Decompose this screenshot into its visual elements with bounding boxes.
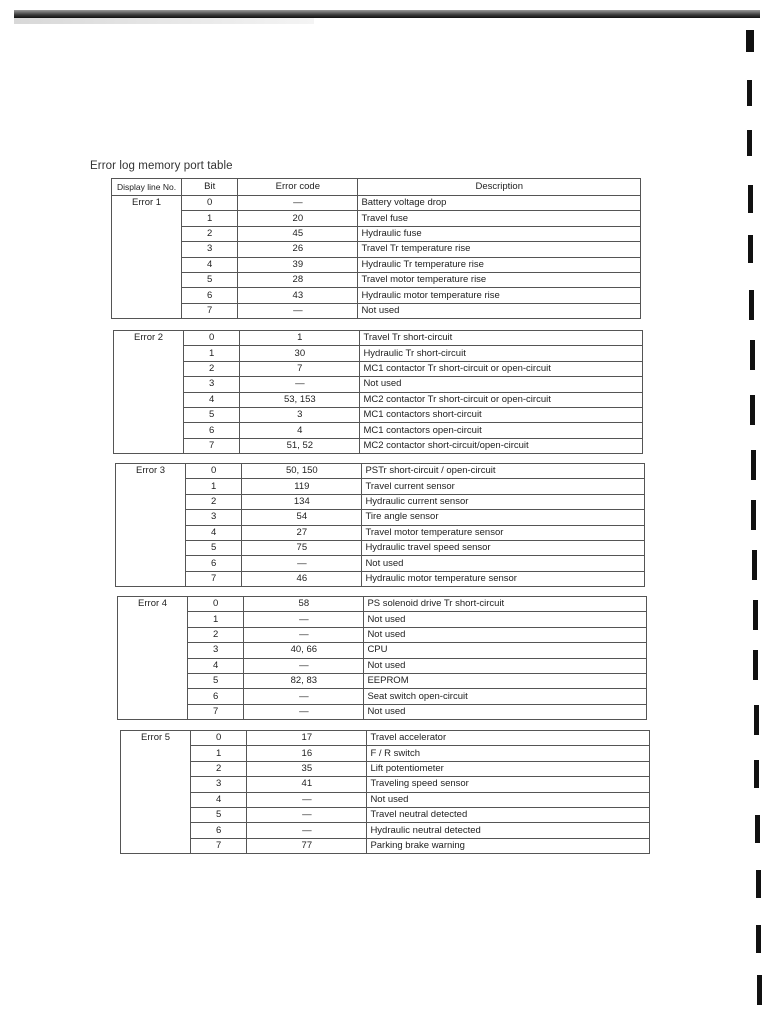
table-header-row [112, 179, 641, 196]
description-cell: Traveling speed sensor [367, 777, 650, 792]
table-row [118, 612, 647, 627]
error-code-cell: 46 [242, 571, 362, 586]
binding-mark [756, 925, 761, 953]
error-code-cell: 134 [242, 494, 362, 509]
description-cell: Not used [360, 377, 643, 392]
table-row [118, 597, 647, 612]
description-cell: Hydraulic motor temperature sensor [362, 571, 645, 586]
bit-cell: 2 [188, 627, 244, 642]
bit-cell: 4 [182, 257, 238, 272]
bit-cell: 5 [188, 673, 244, 688]
description-cell: PS solenoid drive Tr short-circuit [364, 597, 647, 612]
bit-cell: 1 [188, 612, 244, 627]
description-cell: Not used [367, 792, 650, 807]
description-cell: Hydraulic motor temperature rise [358, 288, 641, 303]
error-group-label: Error 5 [121, 731, 191, 854]
description-cell: MC1 contactors short-circuit [360, 407, 643, 422]
error-code-cell: — [247, 807, 367, 822]
error-group-label: Error 4 [118, 597, 188, 720]
bit-cell: 4 [191, 792, 247, 807]
binding-mark [748, 185, 753, 213]
description-cell: Travel fuse [358, 211, 641, 226]
page-title: Error log memory port table [90, 160, 233, 172]
error-code-cell: — [244, 658, 364, 673]
table-row [116, 525, 645, 540]
description-cell: Travel Tr short-circuit [360, 331, 643, 346]
error-2-table [113, 330, 643, 454]
scan-top-border [14, 10, 760, 18]
bit-cell: 2 [186, 494, 242, 509]
bit-cell: 2 [191, 761, 247, 776]
header-description: Description [358, 179, 641, 196]
bit-cell: 6 [191, 823, 247, 838]
error-group-label: Error 3 [116, 464, 186, 587]
description-cell: Not used [362, 556, 645, 571]
binding-mark [754, 760, 759, 788]
table-row [116, 464, 645, 479]
table-row [116, 540, 645, 555]
bit-cell: 1 [182, 211, 238, 226]
table-row [121, 777, 650, 792]
binding-mark [757, 975, 762, 1005]
error-5-table [120, 730, 650, 854]
bit-cell: 5 [191, 807, 247, 822]
description-cell: MC1 contactors open-circuit [360, 423, 643, 438]
bit-cell: 3 [188, 643, 244, 658]
bit-cell: 1 [191, 746, 247, 761]
table-row [114, 331, 643, 346]
bit-cell: 3 [186, 510, 242, 525]
error-3-table [115, 463, 645, 587]
bit-cell: 5 [186, 540, 242, 555]
error-code-cell: 53, 153 [240, 392, 360, 407]
description-cell: F / R switch [367, 746, 650, 761]
table-row [112, 272, 641, 287]
table-row [121, 838, 650, 853]
bit-cell: 1 [184, 346, 240, 361]
description-cell: Travel motor temperature rise [358, 272, 641, 287]
error-code-cell: — [238, 303, 358, 318]
bit-cell: 0 [188, 597, 244, 612]
description-cell: Hydraulic current sensor [362, 494, 645, 509]
binding-mark [747, 80, 752, 106]
binding-mark [751, 500, 756, 530]
table-row [118, 658, 647, 673]
binding-mark [751, 450, 756, 480]
description-cell: Travel Tr temperature rise [358, 242, 641, 257]
binding-mark [753, 600, 758, 630]
binding-mark [749, 290, 754, 320]
table-row [112, 257, 641, 272]
description-cell: Lift potentiometer [367, 761, 650, 776]
scan-top-shadow [14, 18, 314, 24]
description-cell: Not used [364, 612, 647, 627]
description-cell: Not used [358, 303, 641, 318]
description-cell: Parking brake warning [367, 838, 650, 853]
binding-mark [750, 340, 755, 370]
error-code-cell: 75 [242, 540, 362, 555]
error-code-cell: 17 [247, 731, 367, 746]
error-code-cell: 26 [238, 242, 358, 257]
error-code-cell: 77 [247, 838, 367, 853]
table-row [114, 361, 643, 376]
error-code-cell: 30 [240, 346, 360, 361]
bit-cell: 7 [182, 303, 238, 318]
bit-cell: 6 [182, 288, 238, 303]
table-row [114, 423, 643, 438]
error-code-cell: 20 [238, 211, 358, 226]
table-row [118, 689, 647, 704]
binding-mark [747, 130, 752, 156]
description-cell: Hydraulic fuse [358, 226, 641, 241]
table-row [112, 226, 641, 241]
binding-mark [753, 650, 758, 680]
error-code-cell: — [247, 792, 367, 807]
error-code-cell: 7 [240, 361, 360, 376]
bit-cell: 0 [186, 464, 242, 479]
description-cell: Hydraulic neutral detected [367, 823, 650, 838]
description-cell: Hydraulic Tr short-circuit [360, 346, 643, 361]
table-row [118, 673, 647, 688]
description-cell: Tire angle sensor [362, 510, 645, 525]
table-row [114, 392, 643, 407]
table-row [118, 643, 647, 658]
description-cell: Battery voltage drop [358, 196, 641, 211]
table-row [114, 407, 643, 422]
description-cell: CPU [364, 643, 647, 658]
binding-mark [754, 705, 759, 735]
description-cell: EEPROM [364, 673, 647, 688]
bit-cell: 6 [184, 423, 240, 438]
binding-mark [752, 550, 757, 580]
bit-cell: 2 [184, 361, 240, 376]
bit-cell: 7 [184, 438, 240, 453]
error-code-cell: 40, 66 [244, 643, 364, 658]
table-row [112, 242, 641, 257]
error-code-cell: 16 [247, 746, 367, 761]
description-cell: MC2 contactor Tr short-circuit or open-circuit [360, 392, 643, 407]
header-display-line: Display line No. [112, 179, 182, 196]
description-cell: Hydraulic Tr temperature rise [358, 257, 641, 272]
error-code-cell: 43 [238, 288, 358, 303]
bit-cell: 5 [184, 407, 240, 422]
bit-cell: 4 [184, 392, 240, 407]
error-1-table [111, 178, 641, 319]
binding-mark [746, 30, 754, 52]
bit-cell: 7 [186, 571, 242, 586]
bit-cell: 3 [191, 777, 247, 792]
error-code-cell: — [247, 823, 367, 838]
error-code-cell: — [244, 704, 364, 719]
error-code-cell: 39 [238, 257, 358, 272]
binding-mark [755, 815, 760, 843]
table-row [116, 494, 645, 509]
error-code-cell: 41 [247, 777, 367, 792]
table-row [114, 346, 643, 361]
error-code-cell: 54 [242, 510, 362, 525]
error-code-cell: 4 [240, 423, 360, 438]
table-row [121, 731, 650, 746]
error-code-cell: 35 [247, 761, 367, 776]
error-code-cell: 27 [242, 525, 362, 540]
binding-mark [756, 870, 761, 898]
error-code-cell: 3 [240, 407, 360, 422]
bit-cell: 7 [191, 838, 247, 853]
table-row [121, 823, 650, 838]
error-group-label: Error 1 [112, 196, 182, 319]
error-code-cell: — [244, 689, 364, 704]
error-code-cell: 50, 150 [242, 464, 362, 479]
error-code-cell: — [242, 556, 362, 571]
error-code-cell: — [238, 196, 358, 211]
bit-cell: 0 [191, 731, 247, 746]
bit-cell: 2 [182, 226, 238, 241]
error-code-cell: 45 [238, 226, 358, 241]
description-cell: Not used [364, 658, 647, 673]
description-cell: Not used [364, 704, 647, 719]
bit-cell: 4 [188, 658, 244, 673]
error-4-table [117, 596, 647, 720]
table-row [118, 627, 647, 642]
table-row [116, 556, 645, 571]
binding-mark [748, 235, 753, 263]
table-row [112, 303, 641, 318]
binding-mark [750, 395, 755, 425]
error-code-cell: 1 [240, 331, 360, 346]
table-row [114, 438, 643, 453]
bit-cell: 3 [182, 242, 238, 257]
table-row [116, 479, 645, 494]
description-cell: Travel motor temperature sensor [362, 525, 645, 540]
table-row [121, 761, 650, 776]
description-cell: Seat switch open-circuit [364, 689, 647, 704]
bit-cell: 0 [184, 331, 240, 346]
bit-cell: 3 [184, 377, 240, 392]
error-code-cell: 82, 83 [244, 673, 364, 688]
table-row [116, 571, 645, 586]
table-row [118, 704, 647, 719]
header-error-code: Error code [238, 179, 358, 196]
table-row [121, 746, 650, 761]
bit-cell: 0 [182, 196, 238, 211]
error-code-cell: 51, 52 [240, 438, 360, 453]
description-cell: MC2 contactor short-circuit/open-circuit [360, 438, 643, 453]
table-row [112, 211, 641, 226]
bit-cell: 4 [186, 525, 242, 540]
description-cell: PSTr short-circuit / open-circuit [362, 464, 645, 479]
description-cell: Travel accelerator [367, 731, 650, 746]
table-row [116, 510, 645, 525]
bit-cell: 7 [188, 704, 244, 719]
table-row [114, 377, 643, 392]
table-row [121, 792, 650, 807]
bit-cell: 6 [188, 689, 244, 704]
table-row [112, 196, 641, 211]
error-group-label: Error 2 [114, 331, 184, 454]
error-code-cell: — [240, 377, 360, 392]
description-cell: Travel current sensor [362, 479, 645, 494]
table-row [121, 807, 650, 822]
error-code-cell: — [244, 627, 364, 642]
error-code-cell: 28 [238, 272, 358, 287]
bit-cell: 6 [186, 556, 242, 571]
description-cell: Travel neutral detected [367, 807, 650, 822]
description-cell: Not used [364, 627, 647, 642]
error-code-cell: 58 [244, 597, 364, 612]
header-bit: Bit [182, 179, 238, 196]
table-row [112, 288, 641, 303]
description-cell: MC1 contactor Tr short-circuit or open-circuit [360, 361, 643, 376]
bit-cell: 5 [182, 272, 238, 287]
bit-cell: 1 [186, 479, 242, 494]
description-cell: Hydraulic travel speed sensor [362, 540, 645, 555]
error-code-cell: 119 [242, 479, 362, 494]
error-code-cell: — [244, 612, 364, 627]
